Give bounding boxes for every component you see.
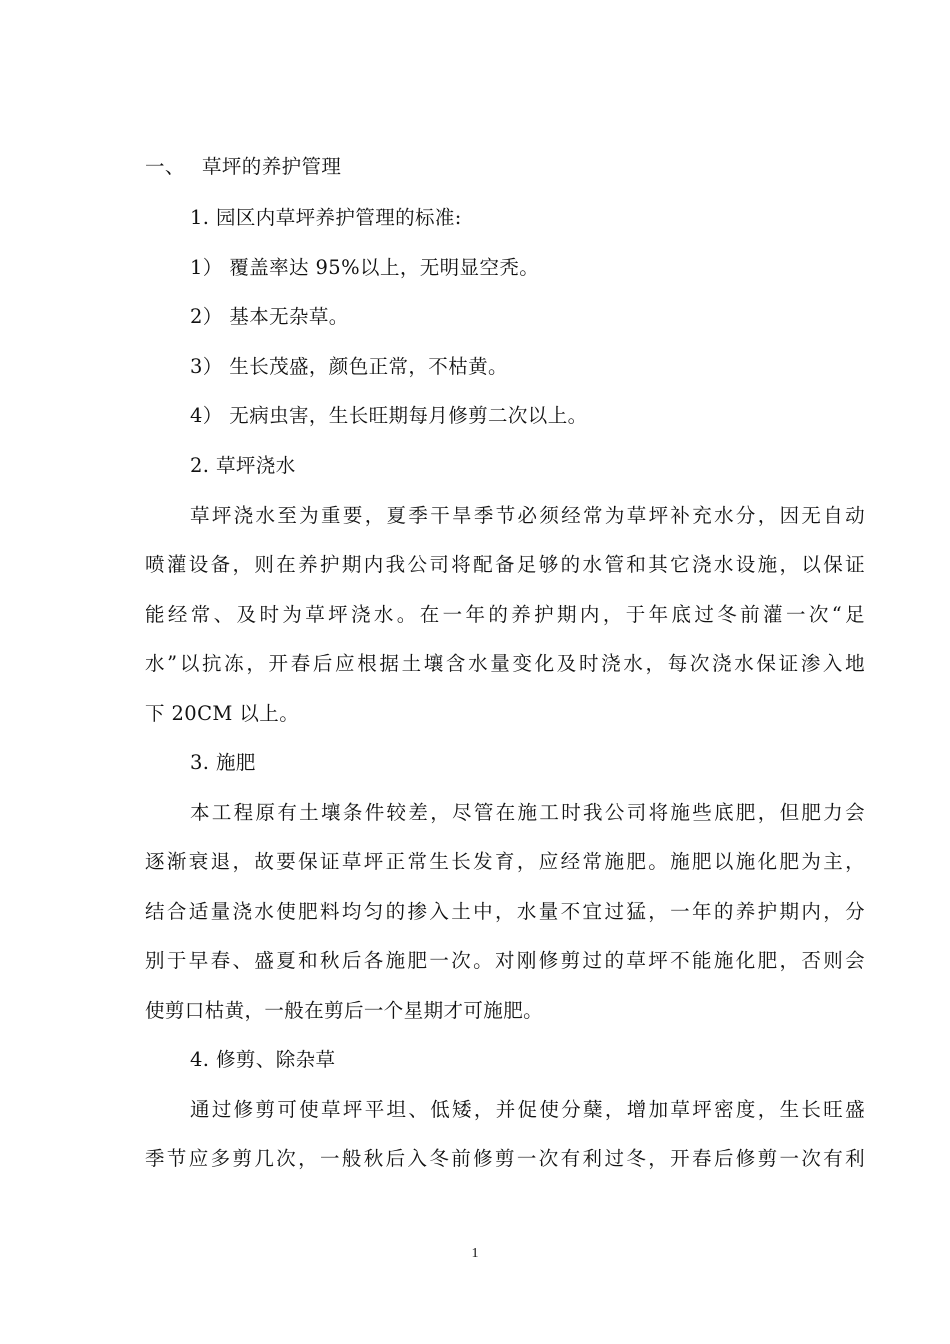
- list-item: 1） 覆盖率达 95%以上，无明显空秃。: [190, 256, 540, 279]
- paragraph-line: 逐渐衰退，故要保证草坪正常生长发育，应经常施肥。施肥以施化肥为主，: [145, 850, 865, 873]
- subheading-mowing: 4. 修剪、除杂草: [190, 1048, 336, 1071]
- paragraph-line: 喷灌设备，则在养护期内我公司将配备足够的水管和其它浇水设施，以保证: [145, 553, 865, 576]
- paragraph-line: 使剪口枯黄，一般在剪后一个星期才可施肥。: [145, 999, 544, 1022]
- paragraph-line: 下 20CM 以上。: [145, 702, 300, 725]
- section-heading: [145, 154, 341, 180]
- list-item: 4） 无病虫害，生长旺期每月修剪二次以上。: [190, 404, 588, 427]
- paragraph-line: 能经常、及时为草坪浇水。在一年的养护期内，于年底过冬前灌一次“足: [145, 603, 865, 626]
- paragraph-line: 水”以抗冻，开春后应根据土壤含水量变化及时浇水，每次浇水保证渗入地: [145, 652, 865, 675]
- paragraph-line: 本工程原有土壤条件较差，尽管在施工时我公司将施些底肥，但肥力会: [190, 801, 865, 824]
- page-number: 1: [471, 1246, 479, 1261]
- subheading-standards: 1. 园区内草坪养护管理的标准:: [190, 206, 462, 229]
- paragraph-line: 通过修剪可使草坪平坦、低矮，并促使分蘖，增加草坪密度，生长旺盛: [190, 1098, 865, 1121]
- subheading-watering: 2. 草坪浇水: [190, 454, 296, 477]
- paragraph-line: 草坪浇水至为重要，夏季干旱季节必须经常为草坪补充水分，因无自动: [190, 504, 865, 527]
- paragraph-line: 别于早春、盛夏和秋后各施肥一次。对刚修剪过的草坪不能施化肥，否则会: [145, 949, 865, 972]
- paragraph-line: 季节应多剪几次，一般秋后入冬前修剪一次有利过冬，开春后修剪一次有利: [145, 1147, 865, 1170]
- paragraph-line: 结合适量浇水使肥料均匀的掺入土中，水量不宜过猛，一年的养护期内，分: [145, 900, 865, 923]
- subheading-fertilizing: 3. 施肥: [190, 751, 256, 774]
- list-item: 3） 生长茂盛，颜色正常，不枯黄。: [190, 355, 508, 378]
- section-title: 草坪的养护管理: [202, 155, 342, 178]
- section-number: 一、: [145, 155, 185, 178]
- list-item: 2） 基本无杂草。: [190, 305, 349, 328]
